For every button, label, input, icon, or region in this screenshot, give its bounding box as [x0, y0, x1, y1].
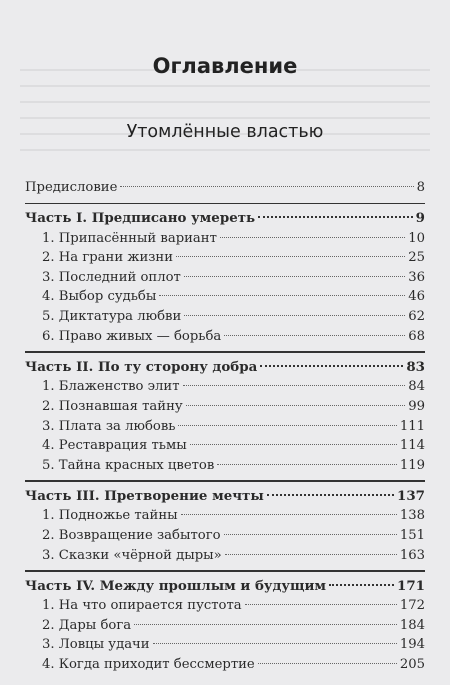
toc-chapter-label: 4. Выбор судьбы: [42, 289, 157, 305]
toc-chapter[interactable]: [25, 397, 425, 417]
section-divider: [25, 203, 425, 205]
toc-part-label: Часть IV. Между прошлым и будущим: [25, 577, 327, 594]
toc-chapter-page: 62: [408, 309, 425, 325]
toc-chapter[interactable]: [25, 436, 425, 456]
dot-leader: [176, 256, 405, 257]
toc-part-page: 83: [406, 358, 425, 375]
toc-chapter[interactable]: [25, 526, 425, 546]
toc-chapter-label: 1. Подножье тайны: [42, 508, 178, 524]
table-of-contents: [25, 178, 425, 675]
toc-chapter[interactable]: [25, 655, 425, 675]
toc-chapter-label: 6. Право живых — борьба: [42, 328, 222, 344]
toc-chapter-label: 5. Диктатура любви: [42, 309, 182, 325]
section-divider: [25, 351, 425, 353]
dot-leader: [260, 365, 403, 367]
toc-part-label: Часть III. Претворение мечты: [25, 487, 264, 504]
toc-chapter-label: 1. На что опирается пустота: [42, 598, 242, 614]
toc-entry-preface[interactable]: [25, 178, 425, 198]
toc-chapter[interactable]: [25, 268, 425, 288]
toc-chapter-page: 151: [399, 528, 425, 543]
toc-part-1[interactable]: [25, 209, 425, 229]
toc-part-2[interactable]: [25, 358, 425, 378]
toc-chapter-page: 119: [399, 457, 425, 473]
dot-leader: [258, 663, 397, 664]
toc-chapter-page: 99: [408, 398, 425, 414]
toc-chapter-label: 4. Реставрация тьмы: [42, 438, 187, 454]
dot-leader: [184, 276, 405, 277]
toc-chapter-label: 4. Когда приходит бессмертие: [42, 657, 255, 673]
toc-chapter[interactable]: [25, 377, 425, 397]
toc-chapter[interactable]: [25, 635, 425, 655]
toc-entry-label: Предисловие: [25, 180, 118, 195]
toc-chapter[interactable]: [25, 456, 425, 476]
toc-chapter-label: 1. Блаженство элит: [42, 379, 180, 395]
toc-chapter[interactable]: [25, 417, 425, 437]
toc-chapter-page: 111: [399, 418, 425, 434]
dot-leader: [217, 464, 397, 465]
toc-chapter[interactable]: [25, 616, 425, 636]
toc-chapter[interactable]: [25, 546, 425, 566]
toc-part-label: Часть II. По ту сторону добра: [25, 358, 258, 375]
dot-leader: [245, 604, 397, 605]
toc-chapter-page: 172: [399, 598, 425, 614]
toc-chapter[interactable]: [25, 327, 425, 347]
toc-chapter-page: 205: [399, 657, 425, 673]
dot-leader: [186, 405, 406, 406]
dot-leader: [184, 315, 405, 316]
toc-part-3[interactable]: [25, 487, 425, 507]
dot-leader: [224, 335, 405, 336]
page-title: Оглавление: [152, 54, 298, 78]
toc-chapter-label: 2. На грани жизни: [42, 250, 174, 266]
dot-leader: [329, 584, 394, 586]
toc-part-page: 137: [397, 487, 425, 504]
toc-chapter-page: 163: [399, 547, 425, 563]
toc-chapter[interactable]: [25, 287, 425, 307]
toc-part-label: Часть I. Предписано умереть: [25, 210, 256, 227]
toc-chapter-label: 1. Припасённый вариант: [42, 230, 217, 246]
toc-chapter-label: 5. Тайна красных цветов: [42, 457, 215, 473]
dot-leader: [220, 237, 405, 238]
toc-chapter-label: 3. Сказки «чёрной дыры»: [42, 547, 222, 563]
book-subtitle: Утомлённые властью: [126, 122, 324, 142]
toc-part-4[interactable]: [25, 577, 425, 597]
toc-chapter-page: 114: [399, 438, 425, 454]
toc-chapter[interactable]: [25, 229, 425, 249]
dot-leader: [267, 494, 394, 496]
dot-leader: [120, 186, 413, 187]
dot-leader: [183, 385, 406, 386]
dot-leader: [178, 425, 396, 426]
dot-leader: [224, 534, 397, 535]
toc-chapter-page: 184: [399, 617, 425, 633]
toc-chapter-page: 138: [399, 508, 425, 524]
toc-entry-page: 8: [416, 180, 425, 195]
toc-chapter-page: 25: [408, 250, 425, 266]
toc-part-page: 171: [397, 577, 425, 594]
section-divider: [25, 570, 425, 572]
dot-leader: [134, 624, 397, 625]
toc-chapter[interactable]: [25, 506, 425, 526]
toc-chapter-page: 36: [408, 269, 425, 285]
toc-chapter-label: 2. Познавшая тайну: [42, 398, 183, 414]
toc-chapter-label: 3. Плата за любовь: [42, 418, 176, 434]
toc-chapter[interactable]: [25, 596, 425, 616]
toc-chapter-label: 3. Последний оплот: [42, 269, 181, 285]
dot-leader: [153, 643, 397, 644]
toc-chapter-label: 3. Ловцы удачи: [42, 637, 150, 653]
dot-leader: [159, 295, 405, 296]
dot-leader: [225, 554, 397, 555]
toc-chapter[interactable]: [25, 307, 425, 327]
toc-chapter-page: 68: [408, 328, 425, 344]
dot-leader: [190, 444, 397, 445]
toc-chapter-page: 194: [399, 637, 425, 653]
section-divider: [25, 480, 425, 482]
toc-chapter-label: 2. Дары бога: [42, 617, 132, 633]
toc-chapter-page: 46: [408, 289, 425, 305]
toc-chapter-page: 10: [408, 230, 425, 246]
toc-chapter-label: 2. Возвращение забытого: [42, 528, 221, 543]
toc-chapter-page: 84: [408, 379, 425, 395]
toc-part-page: 9: [415, 210, 425, 227]
dot-leader: [258, 216, 413, 218]
toc-chapter[interactable]: [25, 248, 425, 268]
dot-leader: [181, 514, 397, 515]
